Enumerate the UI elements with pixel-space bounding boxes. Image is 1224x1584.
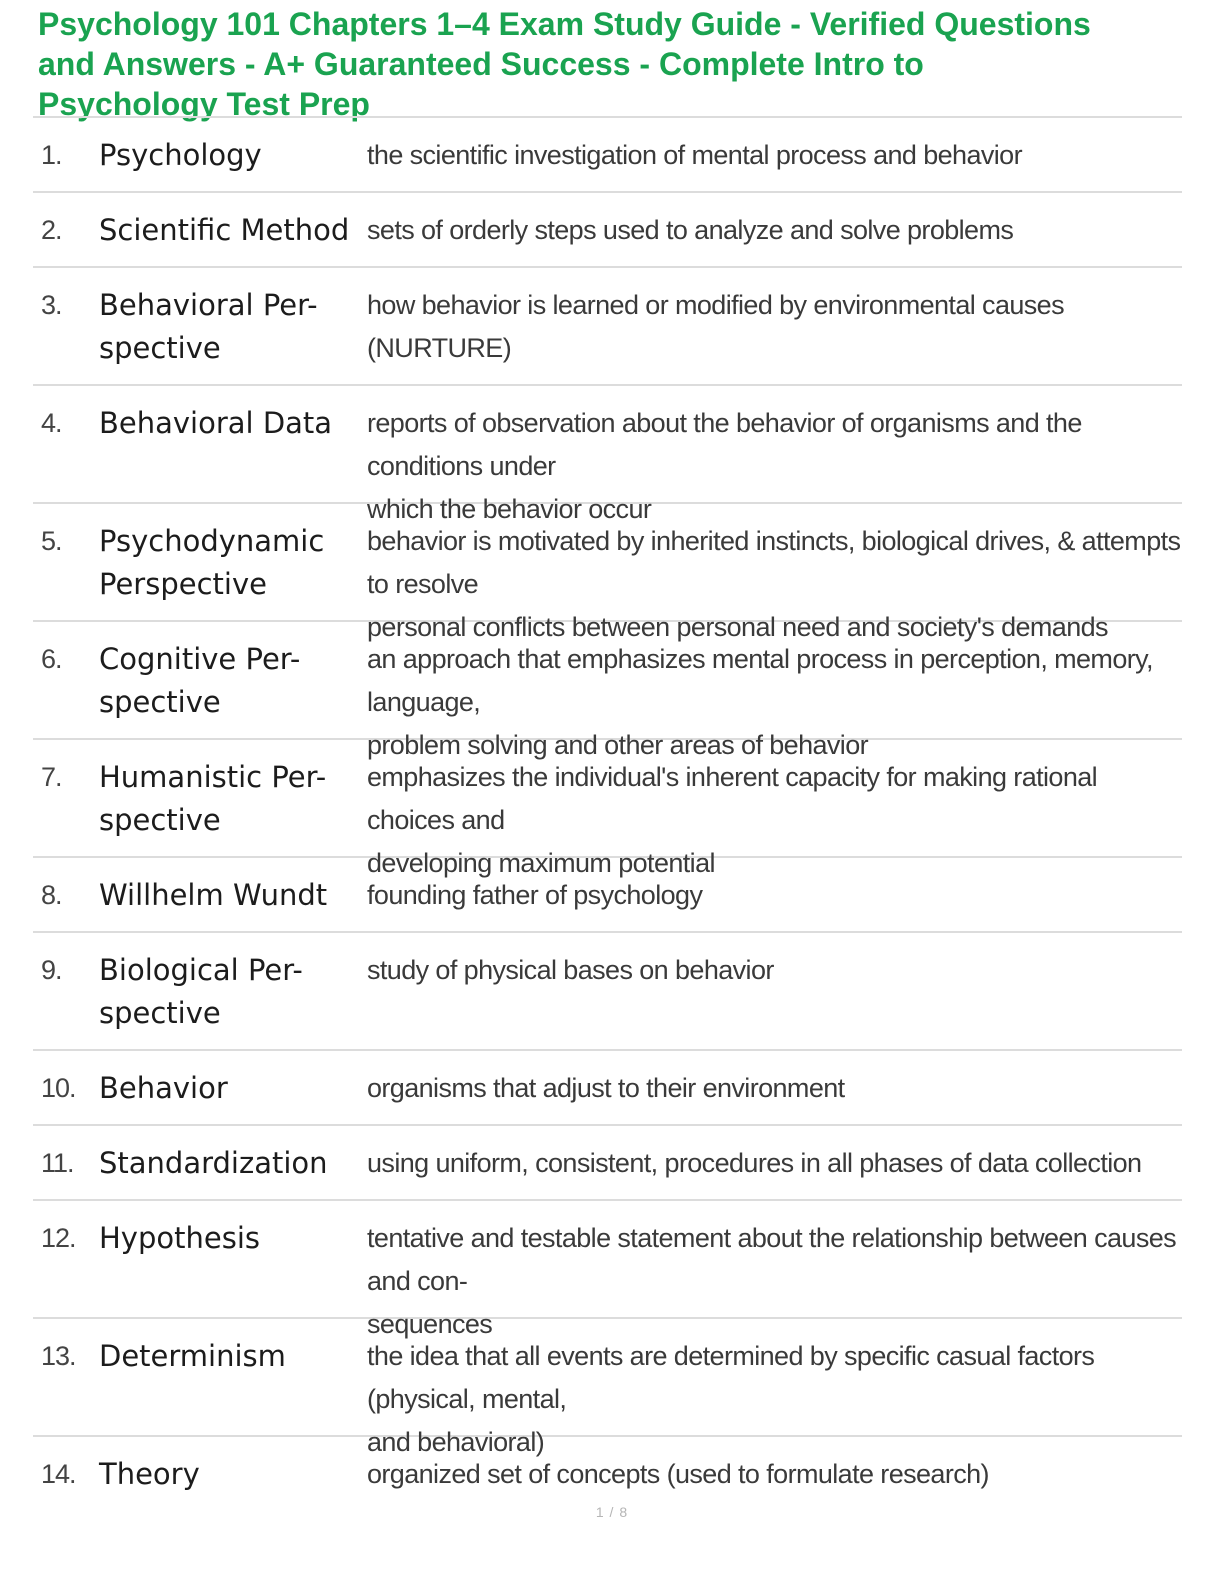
card-definition: organized set of concepts (used to formulate research)	[367, 1459, 989, 1489]
flashcard-row	[33, 386, 1182, 524]
card-term: Standardization	[99, 1146, 328, 1180]
card-number: 5.	[41, 526, 62, 556]
card-term: Theory	[99, 1457, 200, 1491]
flashcard-row	[33, 1319, 1182, 1457]
card-definition: organisms that adjust to their environment	[367, 1073, 845, 1103]
flashcard-row	[33, 740, 1182, 878]
flashcard-row	[33, 193, 1182, 268]
flashcard-row	[33, 622, 1182, 760]
card-term: Biological Per- spective	[99, 953, 303, 1030]
card-term: Psychodynamic Perspective	[99, 524, 325, 601]
card-term: Behavioral Per- spective	[99, 288, 318, 365]
flashcard-row	[33, 1201, 1182, 1339]
card-definition: reports of observation about the behavior of organisms and the conditions under which the behavior occur	[367, 408, 1082, 524]
card-definition: the idea that all events are determined by specific casual factors (physical, mental, and behavioral)	[367, 1341, 1095, 1457]
card-term: Determinism	[99, 1339, 286, 1373]
card-term: Cognitive Per- spective	[99, 642, 301, 719]
flashcard-row	[33, 268, 1182, 386]
card-term: Psychology	[99, 138, 262, 172]
card-definition: study of physical bases on behavior	[367, 955, 774, 985]
card-definition: sets of orderly steps used to analyze and solve problems	[367, 215, 1014, 245]
flashcard-row	[33, 504, 1182, 642]
flashcard-row	[33, 1126, 1182, 1201]
card-number: 13.	[41, 1341, 76, 1371]
card-term: Willhelm Wundt	[99, 878, 328, 912]
card-definition: tentative and testable statement about the relationship between causes and con- sequences	[367, 1223, 1177, 1339]
card-number: 2.	[41, 215, 62, 245]
card-definition: using uniform, consistent, procedures in all phases of data collection	[367, 1148, 1142, 1178]
card-number: 9.	[41, 955, 62, 985]
card-term: Scientific Method	[99, 213, 350, 247]
flashcard-row	[33, 118, 1182, 193]
card-number: 14.	[41, 1459, 76, 1489]
card-number: 12.	[41, 1223, 76, 1253]
card-number: 4.	[41, 408, 62, 438]
card-number: 6.	[41, 644, 62, 674]
card-term: Humanistic Per- spective	[99, 760, 327, 837]
flashcard-row	[33, 933, 1182, 1051]
card-number: 1.	[41, 140, 62, 170]
card-term: Behavioral Data	[99, 406, 333, 440]
card-number: 8.	[41, 880, 62, 910]
card-definition: an approach that emphasizes mental process in perception, memory, language, problem solving and other areas of behavior	[367, 644, 1153, 760]
card-definition: founding father of psychology	[367, 880, 703, 910]
card-definition: emphasizes the individual's inherent capacity for making rational choices and developing maximum potential	[367, 762, 1098, 878]
card-definition: behavior is motivated by inherited instincts, biological drives, & attempts to resolve personal conflicts between personal need and society's demands	[367, 526, 1181, 642]
flashcard-row	[33, 1051, 1182, 1126]
card-definition: how behavior is learned or modified by environmental causes (NURTURE)	[367, 290, 1065, 363]
flashcard-list	[33, 116, 1182, 1512]
page-number: 1 / 8	[595, 1504, 629, 1520]
card-number: 7.	[41, 762, 62, 792]
card-definition: the scientific investigation of mental process and behavior	[367, 140, 1022, 170]
card-term: Hypothesis	[99, 1221, 260, 1255]
card-term: Behavior	[99, 1071, 228, 1105]
card-number: 10.	[41, 1073, 76, 1103]
card-number: 3.	[41, 290, 62, 320]
card-number: 11.	[41, 1148, 74, 1178]
document-title: Psychology 101 Chapters 1–4 Exam Study Guide - Verified Questions and Answers - A+ Guaranteed Success - Complete Intro to Psychology Test Prep	[38, 6, 1091, 122]
